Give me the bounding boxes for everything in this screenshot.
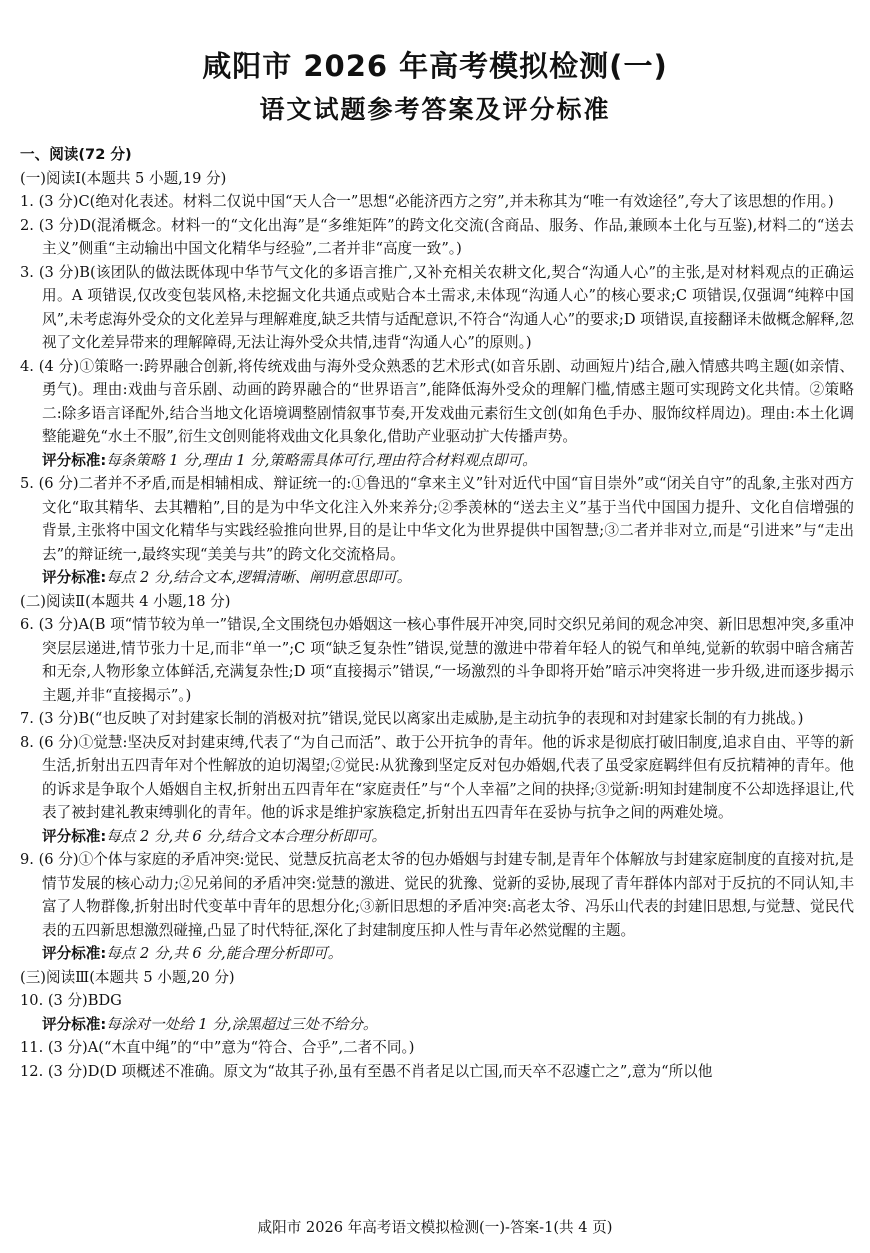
criteria-text: 每点 2 分,结合文本,逻辑清晰、阐明意思即可。 bbox=[106, 569, 412, 586]
criteria-q8 bbox=[20, 825, 854, 849]
criteria-q10 bbox=[20, 1013, 854, 1037]
answer-q2: 2. (3 分)D(混淆概念。材料一的“文化出海”是“多维矩阵”的跨文化交流(含商品、服务、作品,兼顾本土化与互鉴),材料二的“送去主义”侧重“主动输出中国文化精华与经验”,二者并非“高度一致”。) bbox=[20, 216, 854, 257]
criteria-text: 每涂对一处给 1 分,涂黑超过三处不给分。 bbox=[106, 1015, 378, 1033]
criteria-q4 bbox=[20, 449, 854, 473]
section-heading-reading: 一、阅读(72 分) bbox=[20, 146, 132, 163]
answer-q4: 4. (4 分)①策略一:跨界融合创新,将传统戏曲与海外受众熟悉的艺术形式(如音乐剧、动画短片)结合,融入情感共鸣主题(如亲情、勇气)。理由:戏曲与音乐剧、动画的跨界融合的“世界语言”,能降低海外受众的理解门槛,情感主题可实现跨文化共情。②策略二:除多语言译配外,结合当地文化语境调整剧情叙事节奏,开发戏曲元素衍生文创(如角色手办、服饰纹样周边)。理由:本土化调整能避免“水土不服”,衍生文创则能将戏曲文化具象化,借助产业驱动扩大传播声势。 bbox=[20, 357, 854, 445]
criteria-label: 评分标准: bbox=[42, 945, 107, 962]
criteria-label: 评分标准: bbox=[42, 569, 107, 586]
answer-q10: 10. (3 分)BDG bbox=[20, 992, 122, 1009]
answer-content bbox=[20, 143, 854, 1083]
criteria-label: 评分标准: bbox=[42, 451, 107, 469]
criteria-label: 评分标准: bbox=[42, 1015, 107, 1033]
subsection-heading-reading2: (二)阅读Ⅱ(本题共 4 小题,18 分) bbox=[20, 592, 231, 610]
subsection-heading-reading1: (一)阅读Ⅰ(本题共 5 小题,19 分) bbox=[20, 169, 227, 187]
answer-q3: 3. (3 分)B(该团队的做法既体现中华节气文化的多语言推广,又补充相关农耕文化,契合“沟通人心”的主张,是对材料观点的正确运用。A 项错误,仅改变包装风格,未挖掘文化共通点或贴合本土需求,未体现“沟通人心”的核心要求;C 项错误,仅强调“纯粹中国风”,未考虑海外受众的文化差异与理解难度,缺乏共情与适配意识,不符合“沟通人心”的要求;D 项错误,直接翻译未做概念解释,忽视了文化差异带来的理解障碍,无法让海外受众共情,违背“沟通人心”的原则。) bbox=[20, 263, 854, 351]
answer-q11: 11. (3 分)A(“木直中绳”的“中”意为“符合、合乎”,二者不同。) bbox=[20, 1039, 415, 1056]
answer-q7: 7. (3 分)B(“也反映了对封建家长制的消极对抗”错误,觉民以离家出走威胁,是主动抗争的表现和对封建家长制的有力挑战。) bbox=[20, 710, 804, 727]
criteria-text: 每点 2 分,共 6 分,能合理分析即可。 bbox=[106, 945, 343, 962]
answer-q8: 8. (6 分)①觉慧:坚决反对封建束缚,代表了“为自己而活”、敢于公开抗争的青年。他的诉求是彻底打破旧制度,追求自由、平等的新生活,折射出五四青年对个性解放的迫切渴望;②觉民:从犹豫到坚定反对包办婚姻,代表了虽受家庭羁绊但有反抗精神的青年。他的诉求是争取个人婚姻自主权,折射出五四青年在“家庭责任”与“个人幸福”之间的抉择;③觉新:明知封建制度不公却选择退让,代表了被封建礼教束缚驯化的青年。他的诉求是维护家族稳定,折射出五四青年在妥协与抗争之间的两难处境。 bbox=[20, 733, 854, 821]
page-footer: 咸阳市 2026 年高考语文模拟检测(一)-答案-1(共 4 页) bbox=[257, 1219, 613, 1236]
answer-q1: 1. (3 分)C(绝对化表述。材料二仅说中国“天人合一”思想“必能济西方之穷”,并未称其为“唯一有效途径”,夸大了该思想的作用。) bbox=[20, 193, 834, 210]
page-subtitle: 语文试题参考答案及评分标准 bbox=[259, 95, 611, 124]
criteria-q5 bbox=[20, 566, 854, 590]
answer-q5: 5. (6 分)二者并不矛盾,而是相辅相成、辩证统一的:①鲁迅的“拿来主义”针对近代中国“盲目崇外”或“闭关自守”的乱象,主张对西方文化“取其精华、去其糟粕”,目的是为中华文化注入外来养分;②季羡林的“送去主义”基于当代中国国力提升、文化自信增强的背景,主张将中国文化精华与实践经验推向世界,目的是让中华文化为世界提供中国智慧;③二者并非对立,而是“引进来”与“走出去”的辩证统一,最终实现“美美与共”的跨文化交流格局。 bbox=[20, 475, 854, 563]
answer-q9: 9. (6 分)①个体与家庭的矛盾冲突:觉民、觉慧反抗高老太爷的包办婚姻与封建专制,是青年个体解放与封建家庭制度的直接对抗,是情节发展的核心动力;②兄弟间的矛盾冲突:觉慧的激进、觉民的犹豫、觉新的妥协,展现了青年群体内部对于反抗的不同认知,丰富了人物群像,折射出时代变革中青年的思想分化;③新旧思想的矛盾冲突:高老太爷、冯乐山代表的封建旧思想,与觉慧、觉民代表的五四新思想激烈碰撞,凸显了时代特征,深化了封建制度压抑人性与青年必然觉醒的主题。 bbox=[20, 851, 854, 939]
criteria-label: 评分标准: bbox=[42, 827, 107, 845]
page-title: 咸阳市 2026 年高考模拟检测(一) bbox=[202, 49, 668, 83]
answer-q6: 6. (3 分)A(B 项“情节较为单一”错误,全文围绕包办婚姻这一核心事件展开冲突,同时交织兄弟间的观念冲突、新旧思想冲突,多重冲突层层递进,情节张力十足,而非“单一”;C 项“缺乏复杂性”错误,觉慧的激进中带着年轻人的锐气和单纯,觉新的软弱中暗含痛苦和无奈,人物形象立体鲜活,充满复杂性;D 项“直接揭示”错误,“一场激烈的斗争即将开始”暗示冲突将进一步升级,进而逐步揭示主题,并非“直接揭示”。) bbox=[20, 616, 855, 704]
subsection-heading-reading3: (三)阅读Ⅲ(本题共 5 小题,20 分) bbox=[20, 968, 235, 986]
criteria-text: 每点 2 分,共 6 分,结合文本合理分析即可。 bbox=[106, 827, 387, 845]
criteria-text: 每条策略 1 分,理由 1 分,策略需具体可行,理由符合材料观点即可。 bbox=[106, 451, 537, 469]
answer-q12: 12. (3 分)D(D 项概述不准确。原文为“故其子孙,虽有至愚不肖者足以亡国,而天卒不忍遽亡之”,意为“所以他 bbox=[20, 1062, 713, 1080]
criteria-q9 bbox=[20, 942, 854, 966]
